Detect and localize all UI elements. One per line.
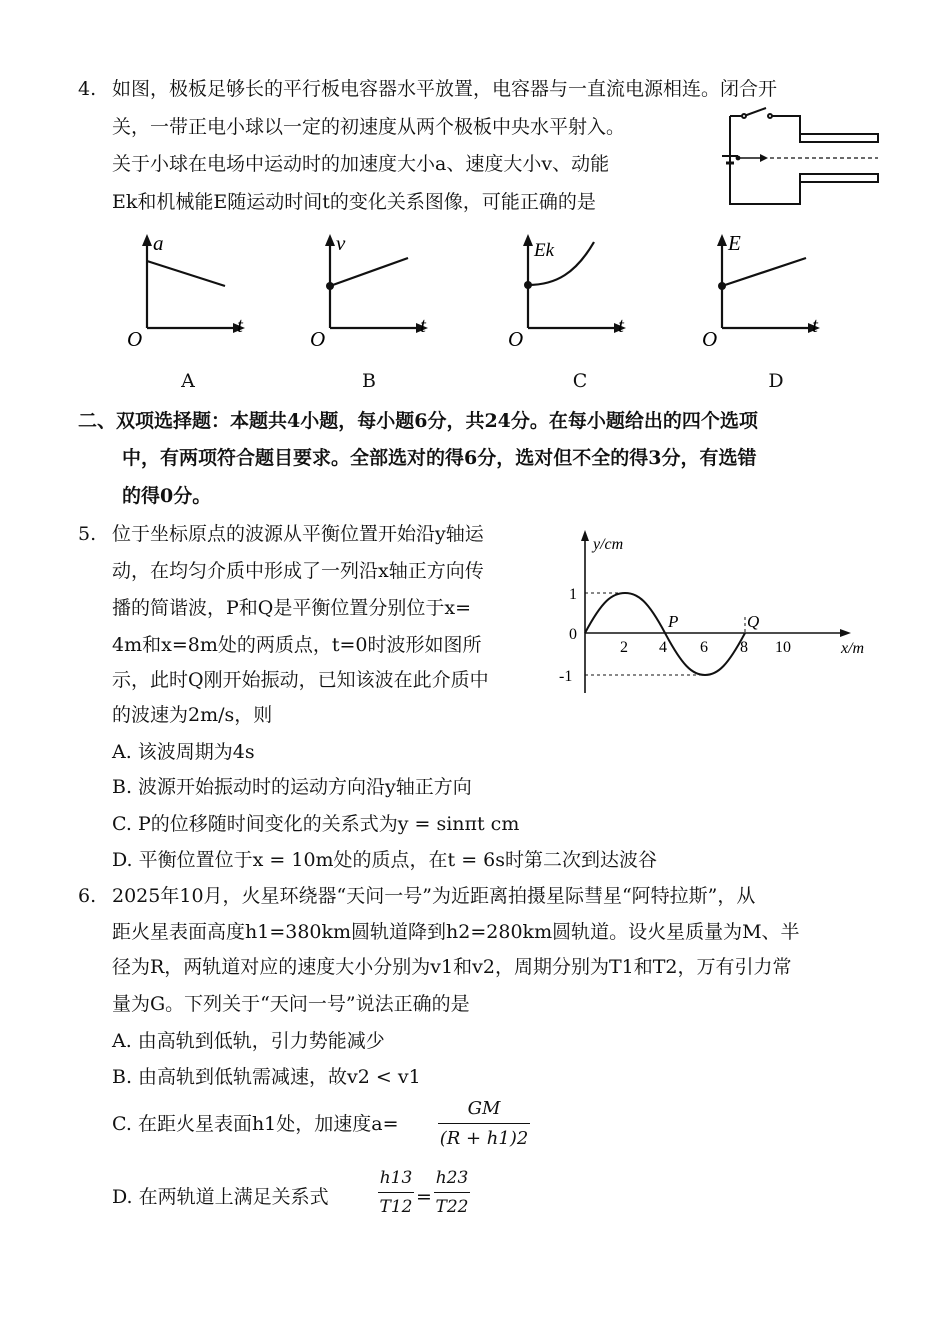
- graph-d-letter: D: [768, 370, 784, 392]
- formula-c: [438, 1097, 530, 1152]
- q5-line-2: 动，在均匀介质中形成了一列沿x轴正方向传: [112, 560, 484, 582]
- formula-d-right-numerator: h23: [435, 1168, 469, 1188]
- q5-line-5: 示，此时Q刚开始振动，已知该波在此介质中: [112, 669, 489, 691]
- q4-line-3: 关于小球在电场中运动时的加速度大小a、速度大小v、动能: [112, 153, 610, 175]
- q4-number: 4.: [78, 78, 97, 100]
- graph-d-ylabel: E: [728, 231, 741, 255]
- wave-xtick-8: 8: [740, 639, 748, 656]
- wave-ytick-0: 0: [569, 626, 577, 643]
- capacitor-circuit-diagram: [700, 104, 880, 208]
- q5-line-1: 位于坐标原点的波源从平衡位置开始沿y轴运: [112, 523, 484, 545]
- graph-a-xlabel: t: [237, 313, 243, 337]
- formula-c-denominator: (R + h1)2: [439, 1128, 529, 1149]
- q6-number: 6.: [78, 885, 97, 907]
- graph-b-letter: B: [362, 370, 376, 392]
- q6-option-b: B. 由高轨到低轨需减速，故v2 < v1: [112, 1066, 421, 1088]
- graph-d-xlabel: t: [812, 313, 818, 337]
- wave-graph: [555, 525, 875, 700]
- q6-line-3: 径为R，两轨道对应的速度大小分别为v1和v2，周期分别为T1和T2，万有引力常: [112, 956, 792, 978]
- wave-ylabel: y/cm: [593, 536, 624, 553]
- q5-line-3: 播的简谐波，P和Q是平衡位置分别位于x=: [112, 597, 471, 619]
- q6-line-1: 2025年10月，火星环绕器“天问一号”为近距离拍摄星际彗星“阿特拉斯”，从: [112, 885, 756, 907]
- q6-line-4: 量为G。下列关于“天问一号”说法正确的是: [112, 993, 470, 1015]
- wave-xtick-10: 10: [775, 639, 791, 656]
- graph-d-origin: O: [702, 327, 718, 351]
- graph-c-origin: O: [508, 327, 524, 351]
- formula-c-numerator: GM: [467, 1098, 501, 1119]
- graph-c-letter: C: [572, 370, 588, 392]
- formula-d-right: [434, 1166, 470, 1219]
- q6-line-2: 距火星表面高度h1=380km圆轨道降到h2=280km圆轨道。设火星质量为M、半: [112, 921, 800, 943]
- formula-d-left-denominator: T12: [379, 1197, 413, 1217]
- section2-line-1: 二、双项选择题：本题共4小题，每小题6分，共24分。在每小题给出的四个选项: [78, 410, 758, 432]
- section2-line-3: 的得0分。: [122, 485, 212, 507]
- graph-d: [690, 228, 830, 358]
- graph-b-origin: O: [310, 327, 326, 351]
- formula-d-equals: =: [416, 1186, 432, 1208]
- q4-line-1: 如图，极板足够长的平行板电容器水平放置，电容器与一直流电源相连。闭合开: [112, 78, 778, 100]
- q5-number: 5.: [78, 523, 97, 545]
- q4-line-4: Ek和机械能E随运动时间t的变化关系图像，可能正确的是: [112, 191, 596, 213]
- graph-a-letter: A: [181, 370, 195, 392]
- q5-line-6: 的波速为2m/s，则: [112, 704, 273, 726]
- q5-option-b: B. 波源开始振动时的运动方向沿y轴正方向: [112, 776, 472, 798]
- wave-xtick-6: 6: [700, 639, 708, 656]
- graph-c-ylabel: Ek: [534, 240, 555, 261]
- q5-option-c: C. P的位移随时间变化的关系式为y = sinπt cm: [112, 813, 520, 835]
- wave-point-q: Q: [747, 612, 760, 631]
- graph-b-ylabel: v: [336, 231, 346, 255]
- formula-d-left: [378, 1166, 414, 1219]
- graph-b: [298, 228, 438, 358]
- wave-point-p: P: [668, 612, 679, 631]
- q6-option-d: D. 在两轨道上满足关系式: [112, 1186, 329, 1208]
- graph-c-xlabel: t: [618, 313, 624, 337]
- formula-d-left-numerator: h13: [379, 1168, 413, 1188]
- q6-option-a: A. 由高轨到低轨，引力势能减少: [112, 1030, 385, 1052]
- q5-option-d: D. 平衡位置位于x = 10m处的质点，在t = 6s时第二次到达波谷: [112, 849, 658, 871]
- wave-xlabel: x/m: [841, 640, 865, 657]
- q5-option-a: A. 该波周期为4s: [112, 741, 255, 763]
- q5-line-4: 4m和x=8m处的两质点，t=0时波形如图所: [112, 634, 482, 656]
- graph-c: [496, 228, 636, 358]
- wave-xtick-4: 4: [659, 639, 667, 656]
- graph-a-origin: O: [127, 327, 143, 351]
- q6-option-c: C. 在距火星表面h1处，加速度a=: [112, 1113, 399, 1135]
- wave-xtick-2: 2: [620, 639, 628, 656]
- wave-ytick-1: 1: [569, 586, 577, 603]
- graph-a-ylabel: a: [153, 231, 164, 255]
- graph-b-xlabel: t: [420, 313, 426, 337]
- formula-d-right-denominator: T22: [435, 1197, 469, 1217]
- wave-ytick-neg1: -1: [559, 668, 573, 685]
- graph-a: [115, 228, 255, 358]
- q4-line-2: 关，一带正电小球以一定的初速度从两个极板中央水平射入。: [112, 116, 626, 138]
- section2-line-2: 中，有两项符合题目要求。全部选对的得6分，选对但不全的得3分，有选错: [122, 447, 757, 469]
